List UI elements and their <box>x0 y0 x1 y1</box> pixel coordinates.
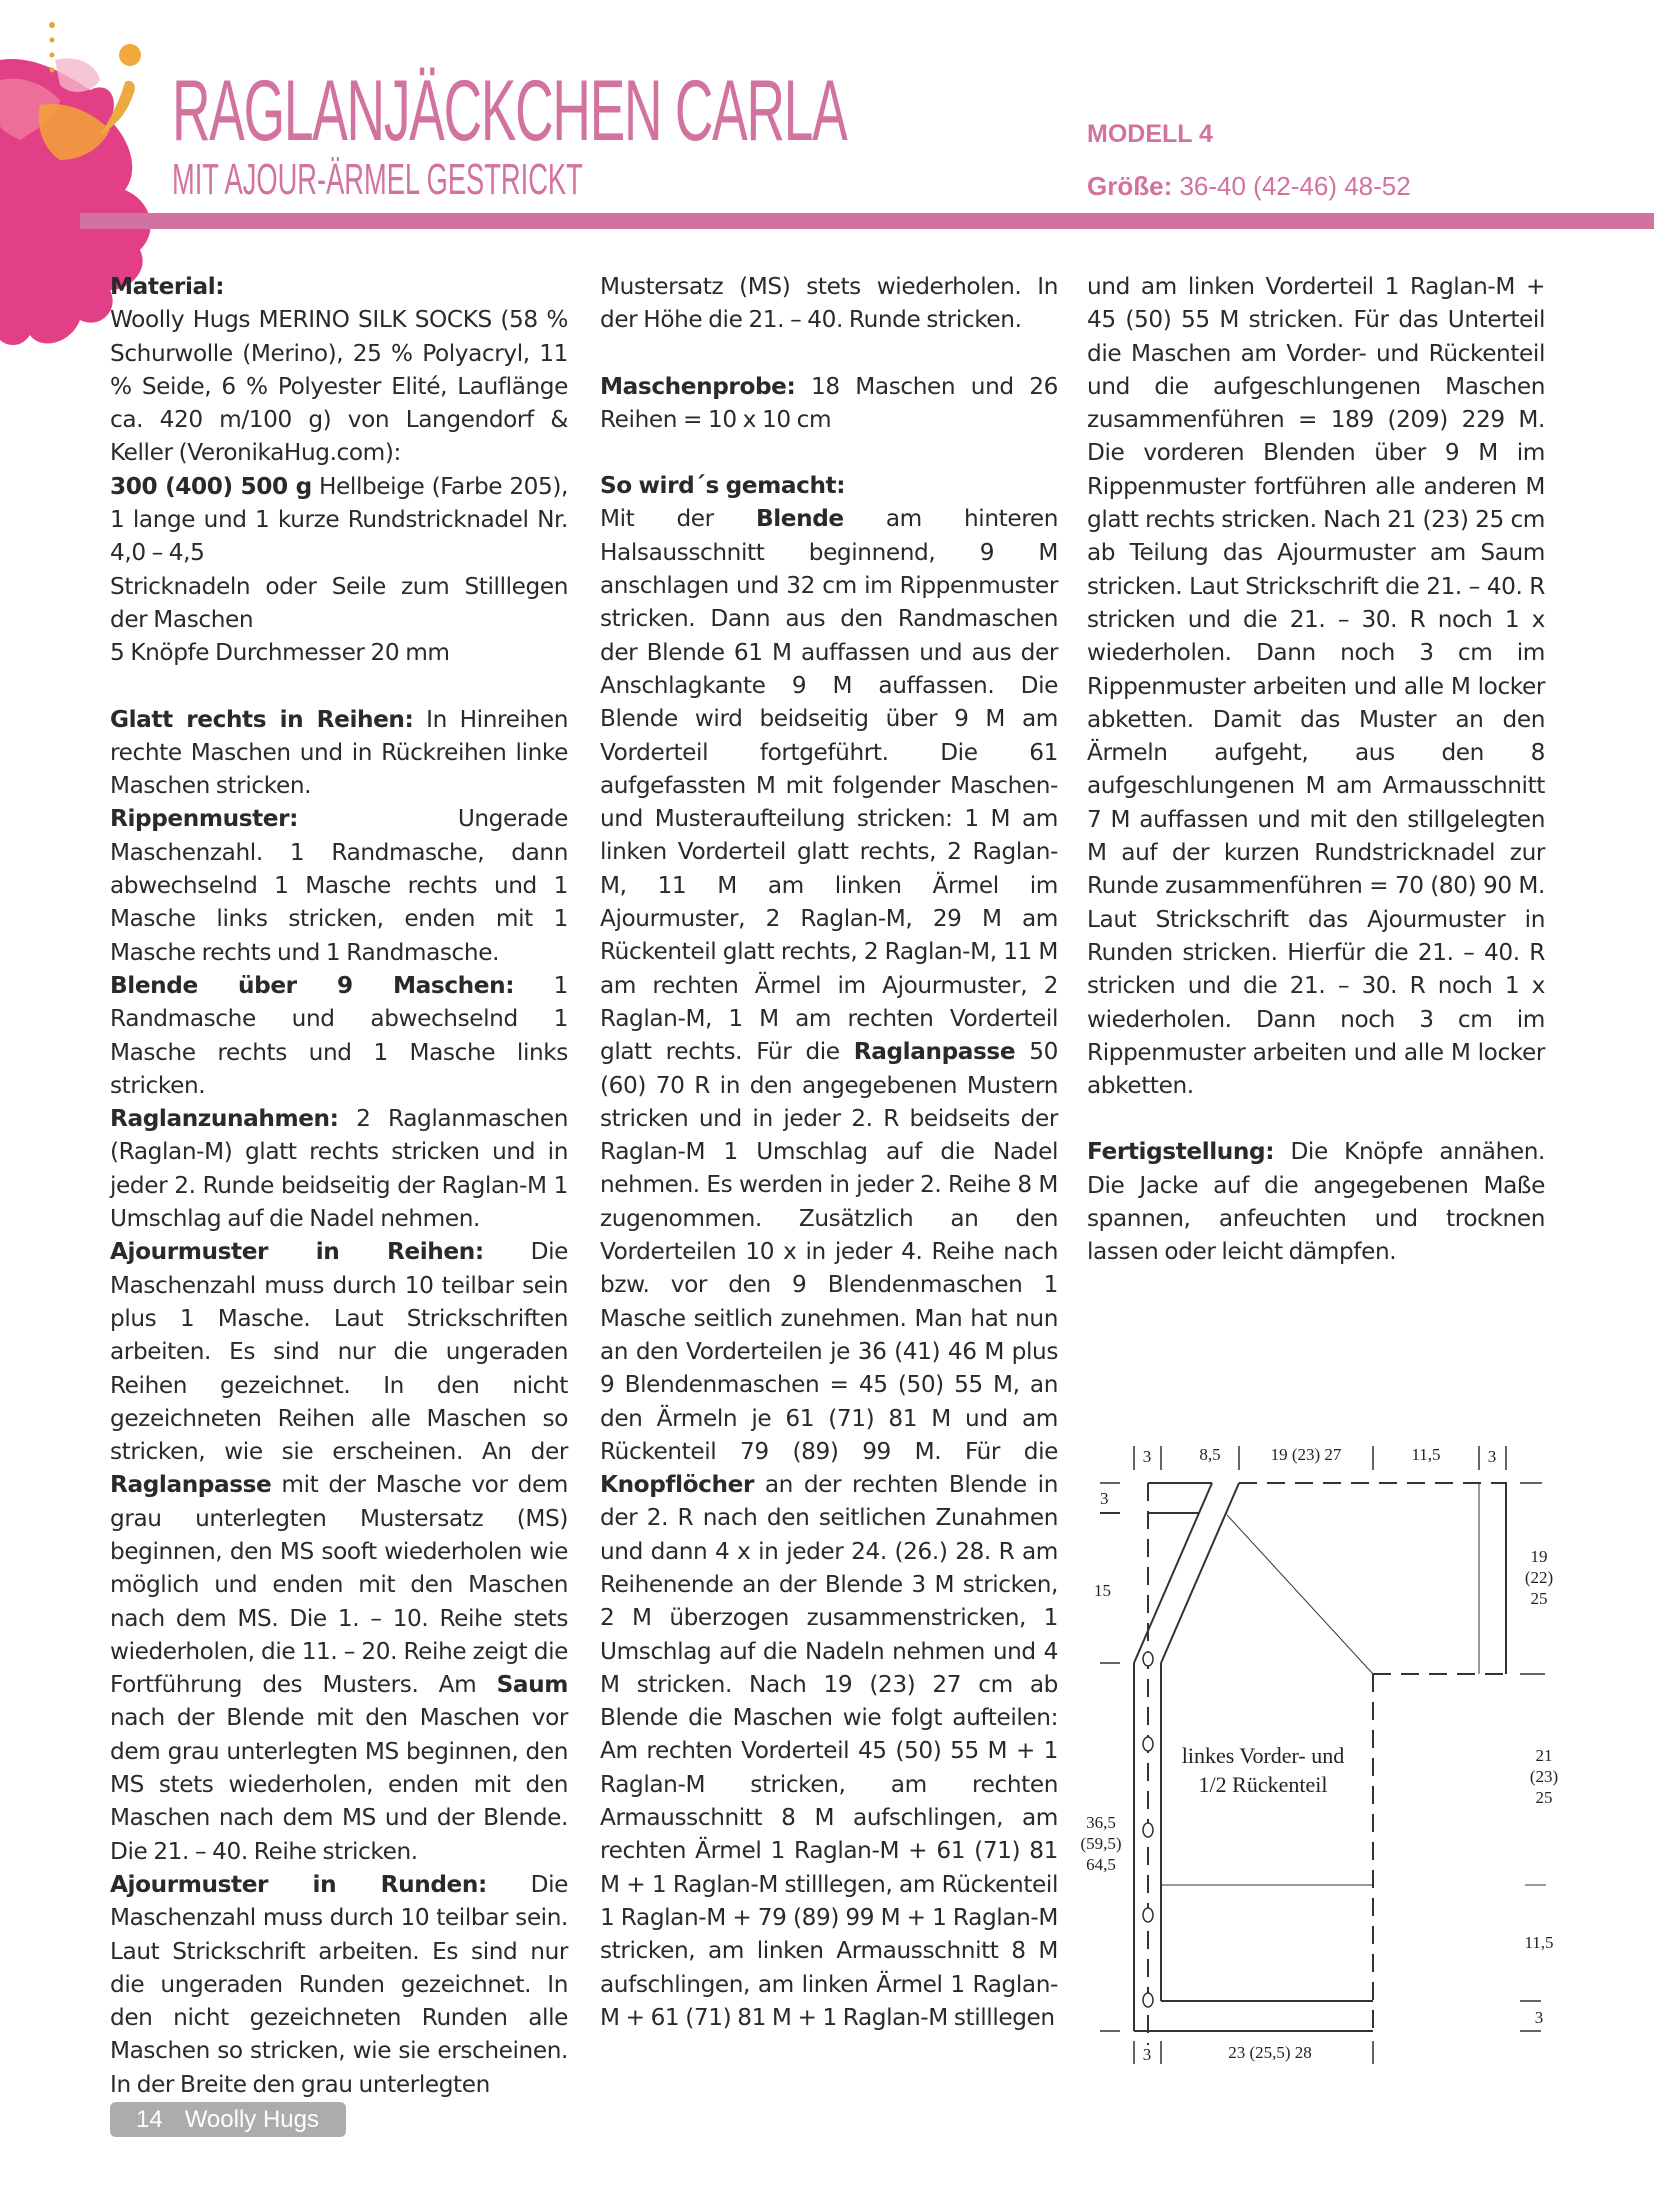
glatt-text: In Hinreihen rechte Maschen und in Rückreihen linke Maschen stricken. <box>110 705 568 800</box>
rippen-section <box>110 802 568 968</box>
blende-heading: Blende über 9 Maschen: <box>110 971 515 999</box>
size-label: Größe: <box>1087 171 1173 201</box>
blende-section <box>110 969 568 1102</box>
page-footer <box>110 2102 346 2137</box>
header-rule <box>80 213 1654 229</box>
fertigstellung-section <box>1087 1135 1545 1268</box>
column-3 <box>1087 270 1545 1269</box>
maschenprobe-section <box>600 370 1058 437</box>
dim-left-3a: 36,5 <box>1086 1813 1116 1832</box>
dim-top-4: 11,5 <box>1411 1445 1441 1464</box>
maschenprobe-heading: Maschenprobe: <box>600 372 796 400</box>
instructions-continuation: und am linken Vorderteil 1 Raglan-M + 45 (50) 55 M stricken. Für das Unterteil die Maschen am Vorder- und Rückenteil und die aufgeschlungenen Maschen zusammenführen = 189 (209) 229 M. Die vorderen Blenden über 9 M im Rippenmuster fortführen alle anderen M glatt rechts stricken. Nach 21 (23) 25 cm ab Teilung das Ajourmuster am Saum stricken. Laut Strickschrift die 21. – 40. R stricken und die 21. – 30. R noch 1 x wiederholen. Dann noch 3 cm im Rippenmuster arbeiten und alle M locker abketten. Damit das Muster an den Ärmeln aufgeht, aus den 8 aufgeschlungenen M am Armausschnitt 7 M auffassen und mit den stillgelegten M auf der kurzen Rundstricknadel zur Runde zusammenführen = 70 (80) 90 M. Laut Strickschrift das Ajourmuster in Runden stricken. Hierfür die 21. – 40. R stricken und die 21. – 30. R noch 1 x wiederholen. Dann noch 3 cm im Rippenmuster arbeiten und alle M locker abketten. <box>1087 273 1545 1100</box>
page-subtitle: MIT AJOUR-ÄRMEL GESTRICKT <box>172 155 583 204</box>
material-heading: Material: <box>110 273 225 300</box>
dim-left-3b: (59,5) <box>1080 1834 1122 1853</box>
material-buttons: 5 Knöpfe Durchmesser 20 mm <box>110 639 450 667</box>
dim-right-1c: 25 <box>1530 1589 1548 1608</box>
instructions-heading: So wird´s gemacht: <box>600 472 846 500</box>
dim-bottom-2: 23 (25,5) 28 <box>1228 2043 1312 2062</box>
dim-right-1b: (22) <box>1524 1568 1554 1587</box>
fertigstellung-text: Die Knöpfe annähen. Die Jacke auf die angegebenen Maße spannen, anfeuchten und trocknen lassen oder leicht dämpfen. <box>1087 1138 1545 1266</box>
rippen-heading: Rippenmuster: <box>110 805 299 833</box>
page-number: 14 <box>136 2106 163 2133</box>
dim-left-3c: 64,5 <box>1086 1855 1116 1874</box>
raglan-section <box>110 1102 568 1235</box>
dim-top-3: 19 (23) 27 <box>1270 1445 1342 1464</box>
dim-right-2c: 25 <box>1535 1788 1553 1807</box>
diagram-label-line2: 1/2 Rückenteil <box>1198 1772 1328 1797</box>
ajour-reihen-heading: Ajourmuster in Reihen: <box>110 1238 484 1266</box>
dim-right-3: 11,5 <box>1524 1933 1554 1952</box>
instructions-text: an der rechten Blende in der 2. R nach den seitlichen Zunahmen und dann 4 x in jeder 24. (26.) 28. R am Reihenende an der Blende 3 M stricken, 2 M überzogen zusammenstricken, 1 Umschlag auf die Nadeln nehmen und 4 M stricken. Nach 19 (23) 27 cm ab Blende die Maschen wie folgt aufteilen: Am rechten Vorderteil 45 (50) 55 M + 1 Raglan-M stricken, am rechten Armausschnitt 8 M aufschlingen, am rechten Ärmel 1 Raglan-M + 61 (71) 81 M + 1 Raglan-M stilllegen, am Rückenteil 1 Raglan-M + 79 (89) 99 M + 1 Raglan-M stricken, am linken Armausschnitt 8 M aufschlingen, am linken Ärmel 1 Raglan-M + 61 (71) 81 M + 1 Raglan-M stilllegen <box>600 1471 1058 2031</box>
instructions-text: 50 (60) 70 R in den angegebenen Mustern stricken und in jeder 2. R beidseits der Raglan-M 1 Umschlag auf die Nadel nehmen. Es werden in jeder 2. Reihe 8 M zugenommen. Zusätzlich an den Vorderteilen 10 x in jeder 4. Reihe nach bzw. vor den 9 Blendenmaschen 1 Masche seitlich zunehmen. Man hat nun an den Vorderteilen je 36 (41) 46 M plus 9 Blendenmaschen = 45 (50) 55 M, an den Ärmeln je 61 (71) 81 M und am Rückenteil 79 (89) 99 M. Für die <box>600 1038 1058 1465</box>
ajour-runden-heading: Ajourmuster in Runden: <box>110 1870 487 1898</box>
ajour-runden-section <box>110 1868 568 2101</box>
blende-term: Blende <box>755 505 844 533</box>
instructions-section <box>600 469 1058 2034</box>
diagram-label-line1: linkes Vorder- und <box>1181 1743 1345 1768</box>
rippen-text: Ungerade Maschenzahl. 1 Randmasche, dann abwechselnd 1 Masche rechts und 1 Masche links stricken, enden mit 1 Masche rechts und 1 Randmasche. <box>110 805 568 966</box>
dim-top-5: 3 <box>1487 1447 1497 1466</box>
magazine-name: Woolly Hugs <box>184 2106 319 2133</box>
button-markers <box>1143 1652 1153 2007</box>
ajour-reihen-section <box>110 1235 568 1868</box>
dim-right-2a: 21 <box>1535 1746 1553 1765</box>
size-info <box>1087 171 1411 202</box>
ajour-reihen-text: Die Maschenzahl muss durch 10 teilbar sein plus 1 Masche. Laut Strickschriften arbeiten. Es sind nur die ungeraden Reihen gezeichnet. In den nicht gezeichneten Reihen alle Maschen so stricken, wie sie erscheinen. An der <box>110 1238 568 1466</box>
column-1 <box>110 270 568 2101</box>
material-needles: Stricknadeln oder Seile zum Stilllegen der Maschen <box>110 572 568 633</box>
knopfloecher-term: Knopflöcher <box>600 1471 754 1499</box>
size-value: 36-40 (42-46) 48-52 <box>1172 171 1411 201</box>
maschenprobe-text: 18 Maschen und 26 Reihen = 10 x 10 cm <box>600 372 1058 433</box>
dim-left-2: 15 <box>1094 1581 1111 1600</box>
column-2 <box>600 270 1058 2034</box>
dim-right-2b: (23) <box>1529 1767 1559 1786</box>
material-text: Woolly Hugs MERINO SILK SOCKS (58 % Schurwolle (Merino), 25 % Polyacryl, 11 % Seide, 6 % Polyester Elité, Lauflänge ca. 420 m/100 g) von Langendorf & Keller (VeronikaHug.com): <box>110 306 568 467</box>
dim-left-1: 3 <box>1100 1489 1109 1508</box>
glatt-section <box>110 703 568 803</box>
page-title: RAGLANJÄCKCHEN CARLA <box>172 63 847 159</box>
dim-top-2: 8,5 <box>1199 1445 1221 1464</box>
dim-bottom-1: 3 <box>1142 2045 1152 2064</box>
dim-right-1a: 19 <box>1530 1547 1548 1566</box>
material-section <box>110 270 568 670</box>
ajour-runden-continuation: Mustersatz (MS) stets wiederholen. In der Höhe die 21. – 40. Runde stricken. <box>600 273 1058 334</box>
dim-right-4: 3 <box>1534 2008 1544 2027</box>
fertigstellung-heading: Fertigstellung: <box>1087 1138 1275 1166</box>
ajour-runden-text: Die Maschenzahl muss durch 10 teilbar sein. Laut Strickschrift arbeiten. Es sind nur die ungeraden Runden gezeichnet. In den nicht gezeichneten Runden alle Maschen so stricken, wie sie erscheinen. In der Breite den grau unterlegten <box>110 1870 568 2098</box>
saum-term: Saum <box>496 1671 568 1699</box>
model-number: MODELL 4 <box>1087 120 1213 148</box>
blende-text: 1 Randmasche und abwechselnd 1 Masche rechts und 1 Masche links stricken. <box>110 971 568 1099</box>
raglan-text: 2 Raglanmaschen (Raglan-M) glatt rechts stricken und in jeder 2. Runde beidseitig der Raglan-M 1 Umschlag auf die Nadel nehmen. <box>110 1105 568 1233</box>
instructions-text: am hinteren Halsausschnitt beginnend, 9 M anschlagen und 32 cm im Rippenmuster stricken. Dann aus den Randmaschen der Blende 61 M auffassen und aus der Anschlagkante 9 M auffassen. Die Blende wird beidseitig über 9 M am Vorderteil fortgeführt. Die 61 aufgefassten M mit folgender Maschen- und Musteraufteilung stricken: 1 M am linken Vorderteil glatt rechts, 2 Raglan-M, 11 M am linken Ärmel im Ajourmuster, 2 Raglan-M, 29 M am Rückenteil glatt rechts, 2 Raglan-M, 11 M am rechten Ärmel im Ajourmuster, 2 Raglan-M, 1 M am rechten Vorderteil glatt rechts. Für die <box>600 505 1058 1066</box>
material-amount-text: Hellbeige (Farbe 205), 1 lange und 1 kurze Rundstricknadel Nr. 4,0 – 4,5 <box>110 472 568 567</box>
raglan-heading: Raglanzunahmen: <box>110 1105 339 1133</box>
ajour-reihen-text: mit der Masche vor dem grau unterlegten Mustersatz (MS) beginnen, den MS sooft wiederholen wie möglich und enden mit den Maschen nach dem MS. Die 1. – 10. Reihe stets wiederholen, die 11. – 20. Reihe zeigt die Fortführung des Musters. Am <box>110 1471 568 1699</box>
instructions-text: Mit der <box>600 505 756 533</box>
raglanpasse-term: Raglanpasse <box>110 1471 272 1499</box>
dim-top-1: 3 <box>1142 1447 1152 1466</box>
ajour-reihen-text: nach der Blende mit den Maschen vor dem grau unterlegten MS beginnen, den MS stets wiederholen, enden mit den Maschen nach dem MS und der Blende. Die 21. – 40. Reihe stricken. <box>110 1704 568 1865</box>
raglanpasse-term: Raglanpasse <box>853 1038 1016 1066</box>
glatt-heading: Glatt rechts in Reihen: <box>110 705 414 733</box>
material-amount: 300 (400) 500 g <box>110 472 312 500</box>
